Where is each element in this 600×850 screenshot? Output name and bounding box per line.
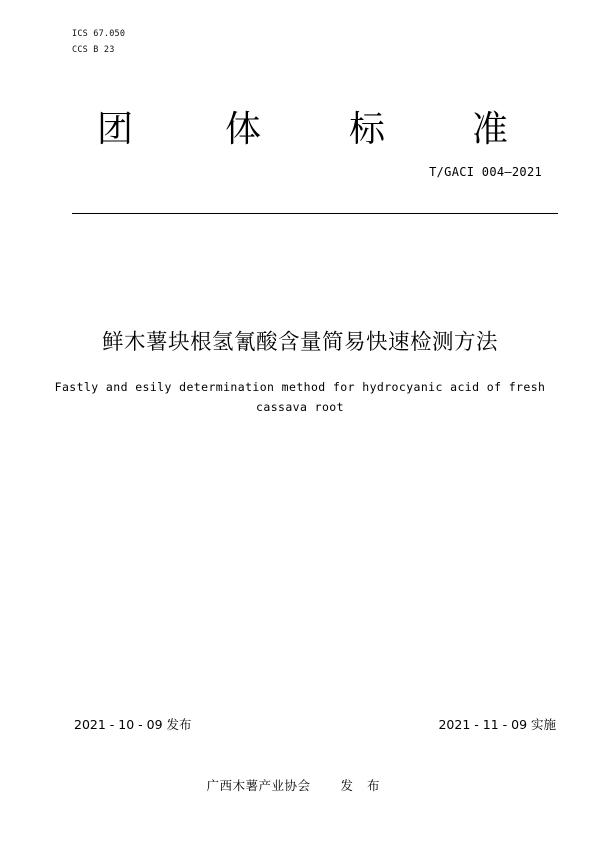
ccs-code: CCS B 23 <box>72 45 115 55</box>
publisher-line <box>0 776 600 794</box>
document-title-chinese: 鲜木薯块根氢氰酸含量简易快速检测方法 <box>101 330 498 355</box>
standard-type-char-2: 体 <box>225 109 262 150</box>
publisher-name: 广西木薯产业协会 <box>206 778 311 793</box>
standard-type-char-1: 团 <box>97 109 134 150</box>
standard-type-char-3: 标 <box>349 109 386 150</box>
title-english-line-2: cassava root <box>256 400 344 414</box>
standard-type-heading <box>0 108 600 158</box>
header-divider <box>72 213 558 214</box>
standard-number: T/GACI 004—2021 <box>429 165 542 179</box>
title-english-line-1: Fastly and esily determination method for hydrocyanic acid of fresh <box>54 380 546 394</box>
document-title-english <box>40 377 560 417</box>
issue-date: 2021 - 10 - 09 发布 <box>74 717 192 732</box>
effective-date: 2021 - 11 - 09 实施 <box>438 717 556 732</box>
standard-type-char-4: 准 <box>472 109 509 150</box>
publisher-action: 发布 <box>340 778 394 793</box>
ics-code: ICS 67.050 <box>72 29 126 39</box>
